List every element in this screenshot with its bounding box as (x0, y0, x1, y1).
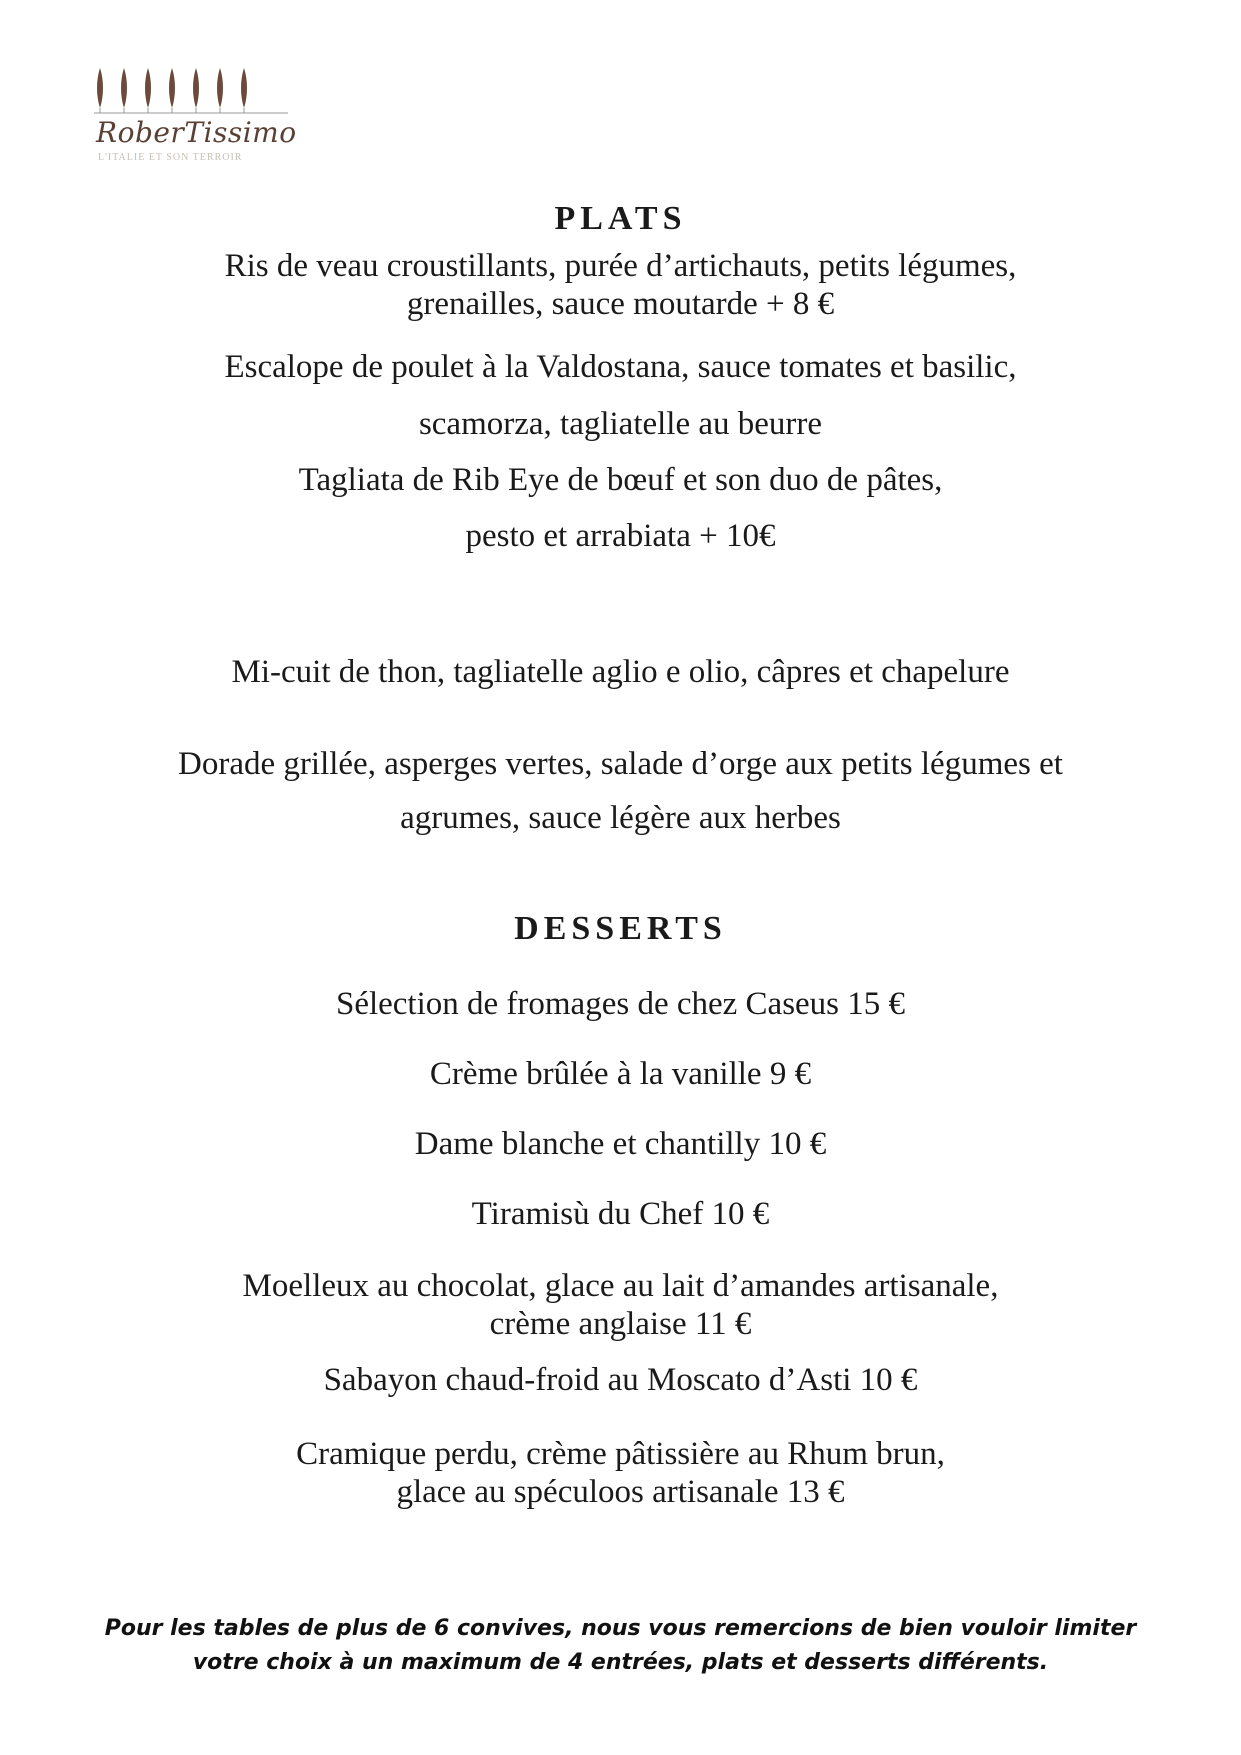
dish-tagliata-line2: pesto et arrabiata + 10€ (465, 518, 776, 554)
dessert-moelleux-line1: Moelleux au chocolat, glace au lait d’amandes artisanale, (242, 1268, 999, 1304)
dish-mi-cuit-thon: Mi-cuit de thon, tagliatelle aglio e olio, câpres et chapelure (231, 654, 1010, 690)
restaurant-logo (92, 64, 312, 174)
dessert-moelleux-line2: crème anglaise 11 € (489, 1306, 752, 1342)
dish-escalope-line1: Escalope de poulet à la Valdostana, sauce tomates et basilic, (224, 349, 1017, 385)
dish-tagliata-line1: Tagliata de Rib Eye de bœuf et son duo de pâtes, (298, 462, 943, 498)
dessert-cramique-line1: Cramique perdu, crème pâtissière au Rhum brun, (296, 1436, 945, 1472)
logo-trees-icon (92, 64, 292, 116)
dessert-tiramisu: Tiramisù du Chef 10 € (471, 1196, 770, 1232)
plats-heading: PLATS (554, 200, 687, 237)
dessert-cramique-line2: glace au spéculoos artisanale 13 € (396, 1474, 845, 1510)
dessert-dame-blanche: Dame blanche et chantilly 10 € (414, 1126, 827, 1162)
dish-ris-de-veau-line2: grenailles, sauce moutarde + 8 € (406, 286, 835, 322)
dish-dorade-line2: agrumes, sauce légère aux herbes (400, 800, 841, 836)
dish-escalope-line2: scamorza, tagliatelle au beurre (418, 406, 823, 442)
logo-tagline: L'ITALIE ET SON TERROIR (98, 152, 243, 163)
footer-note-line1: Pour les tables de plus de 6 convives, nous vous remercions de bien vouloir limiter (104, 1616, 1137, 1641)
dessert-creme-brulee: Crème brûlée à la vanille 9 € (429, 1056, 812, 1092)
dessert-sabayon: Sabayon chaud-froid au Moscato d’Asti 10 € (323, 1362, 918, 1398)
dessert-fromages: Sélection de fromages de chez Caseus 15 € (335, 986, 906, 1022)
footer-note-line2: votre choix à un maximum de 4 entrées, plats et desserts différents. (192, 1650, 1049, 1675)
desserts-heading: DESSERTS (514, 910, 727, 947)
dish-dorade-line1: Dorade grillée, asperges vertes, salade d’orge aux petits légumes et (178, 746, 1063, 782)
logo-wordmark: RoberTissimo (96, 116, 297, 149)
dish-ris-de-veau-line1: Ris de veau croustillants, purée d’artichauts, petits légumes, (224, 248, 1017, 284)
